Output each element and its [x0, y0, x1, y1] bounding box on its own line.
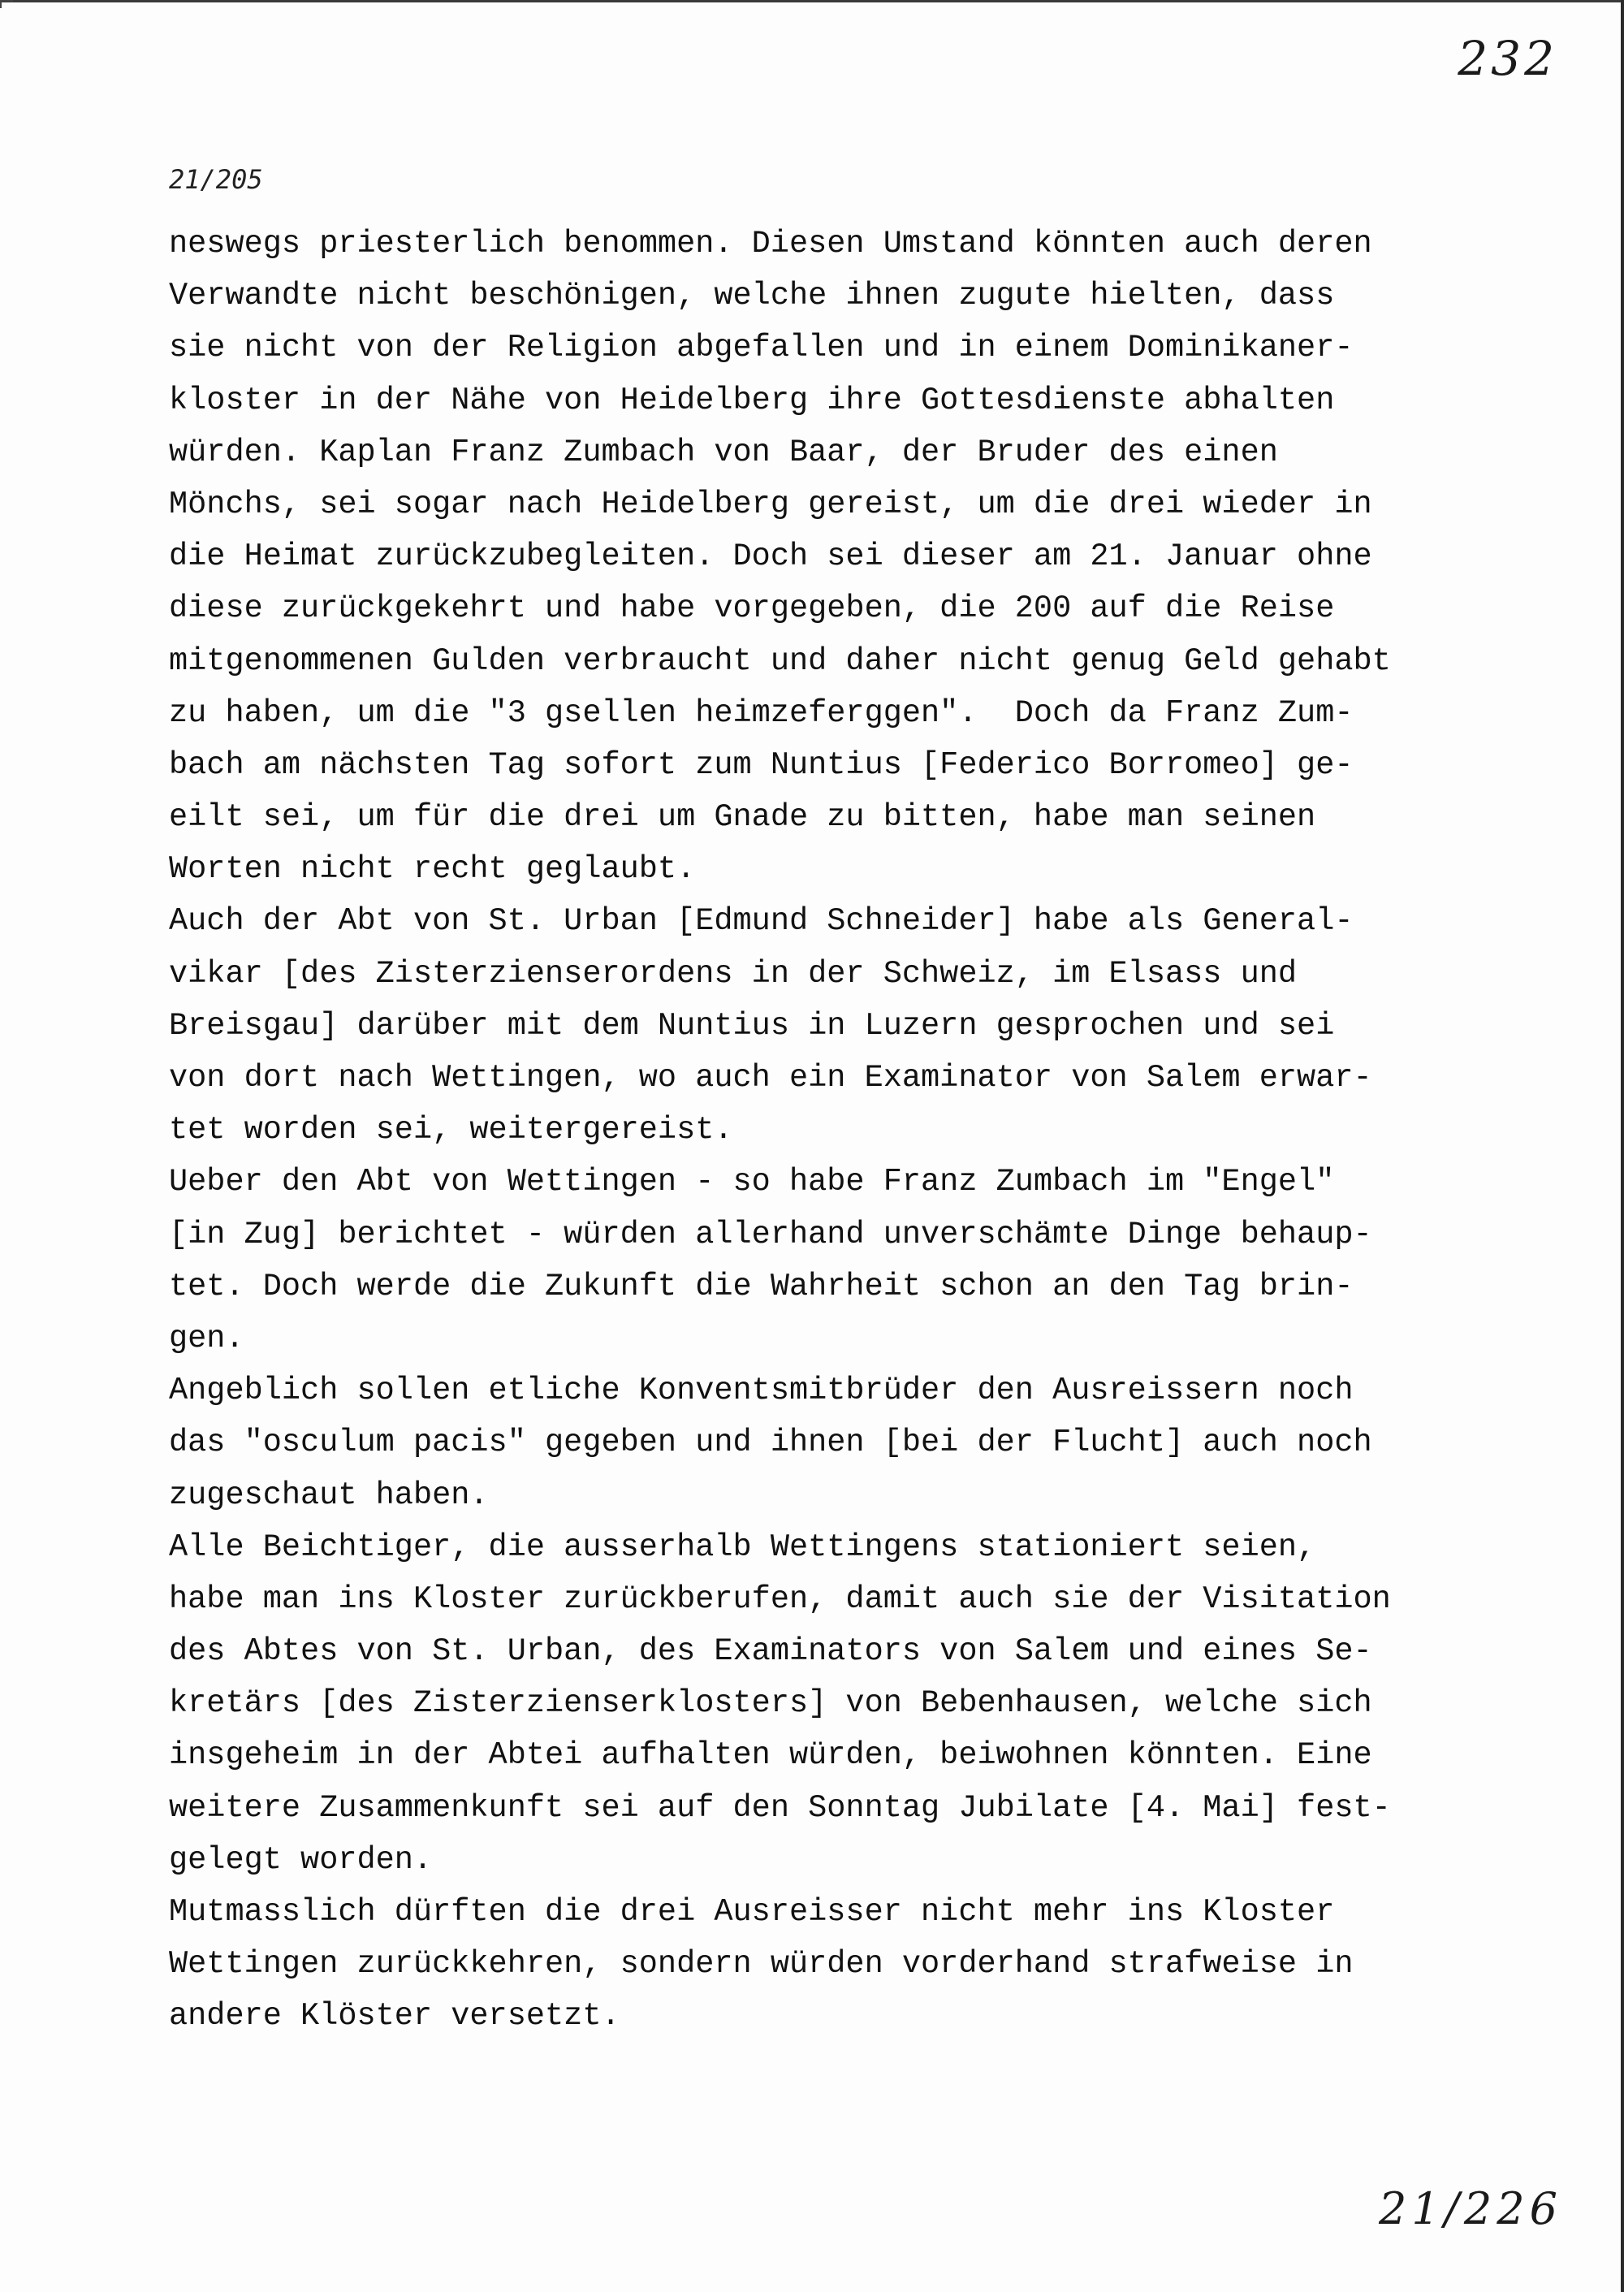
text-line: Worten nicht recht geglaubt. [169, 851, 696, 888]
text-line: des Abtes von St. Urban, des Examinators von Salem und eines Se- [169, 1633, 1372, 1670]
text-line: insgeheim in der Abtei aufhalten würden, beiwohnen könnten. Eine [169, 1737, 1372, 1774]
text-line: neswegs priesterlich benommen. Diesen Umstand könnten auch deren [169, 226, 1372, 262]
text-line: gen. [169, 1320, 244, 1356]
text-line: die Heimat zurückzubegleiten. Doch sei dieser am 21. Januar ohne [169, 538, 1372, 575]
text-line: zugeschaut haben. [169, 1477, 489, 1513]
text-line: [in Zug] berichtet - würden allerhand unverschämte Dinge behaup- [169, 1216, 1372, 1252]
text-line: kloster in der Nähe von Heidelberg ihre Gottesdienste abhalten [169, 382, 1335, 418]
text-line: würden. Kaplan Franz Zumbach von Baar, der Bruder des einen [169, 434, 1278, 470]
text-line: Wettingen zurückkehren, sondern würden vorderhand strafweise in [169, 1946, 1354, 1983]
text-line: Verwandte nicht beschönigen, welche ihnen zugute hielten, dass [169, 278, 1335, 314]
text-line: Angeblich sollen etliche Konventsmitbrüder den Ausreissern noch [169, 1373, 1354, 1409]
text-line: kretärs [des Zisterzienserklosters] von Bebenhausen, welche sich [169, 1685, 1372, 1722]
text-line: Mönchs, sei sogar nach Heidelberg gereist, um die drei wieder in [169, 486, 1372, 522]
text-line: Auch der Abt von St. Urban [Edmund Schneider] habe als General- [169, 903, 1354, 940]
text-line: andere Klöster versetzt. [169, 1998, 620, 2035]
scan-corner-mark [0, 0, 13, 8]
text-line: Alle Beichtiger, die ausserhalb Wettingens stationiert seien, [169, 1529, 1316, 1565]
body-text [169, 218, 1549, 2043]
text-line: habe man ins Kloster zurückberufen, damit auch sie der Visitation [169, 1581, 1391, 1617]
text-line: tet. Doch werde die Zukunft die Wahrheit schon an den Tag brin- [169, 1268, 1354, 1304]
text-line: diese zurückgekehrt und habe vorgegeben, die 200 auf die Reise [169, 590, 1335, 627]
text-line: Mutmasslich dürften die drei Ausreisser nicht mehr ins Kloster [169, 1894, 1335, 1930]
text-line: sie nicht von der Religion abgefallen und in einem Dominikaner- [169, 330, 1354, 366]
text-line: weitere Zusammenkunft sei auf den Sonntag Jubilate [4. Mai] fest- [169, 1789, 1391, 1826]
scan-top-edge [0, 0, 1624, 2]
reference-number: 21/205 [169, 164, 263, 195]
text-line: Breisgau] darüber mit dem Nuntius in Luzern gesprochen und sei [169, 1007, 1335, 1044]
text-line: mitgenommenen Gulden verbraucht und daher nicht genug Geld gehabt [169, 642, 1391, 679]
handwritten-folio-number-top: 232 [1458, 31, 1557, 86]
text-line: von dort nach Wettingen, wo auch ein Examinator von Salem erwar- [169, 1060, 1372, 1096]
text-line: zu haben, um die "3 gsellen heimzeferggen". Doch da Franz Zum- [169, 694, 1354, 731]
scan-right-edge [1621, 0, 1624, 2292]
text-line: Ueber den Abt von Wettingen - so habe Franz Zumbach im "Engel" [169, 1164, 1335, 1200]
text-line: bach am nächsten Tag sofort zum Nuntius [Federico Borromeo] ge- [169, 746, 1354, 783]
text-line: eilt sei, um für die drei um Gnade zu bitten, habe man seinen [169, 799, 1316, 836]
text-line: das "osculum pacis" gegeben und ihnen [bei der Flucht] auch noch [169, 1425, 1372, 1461]
handwritten-folio-number-bottom: 21/226 [1379, 2183, 1562, 2234]
text-line: gelegt worden. [169, 1841, 433, 1878]
text-line: tet worden sei, weitergereist. [169, 1112, 733, 1148]
text-line: vikar [des Zisterzienserordens in der Schweiz, im Elsass und [169, 955, 1298, 992]
